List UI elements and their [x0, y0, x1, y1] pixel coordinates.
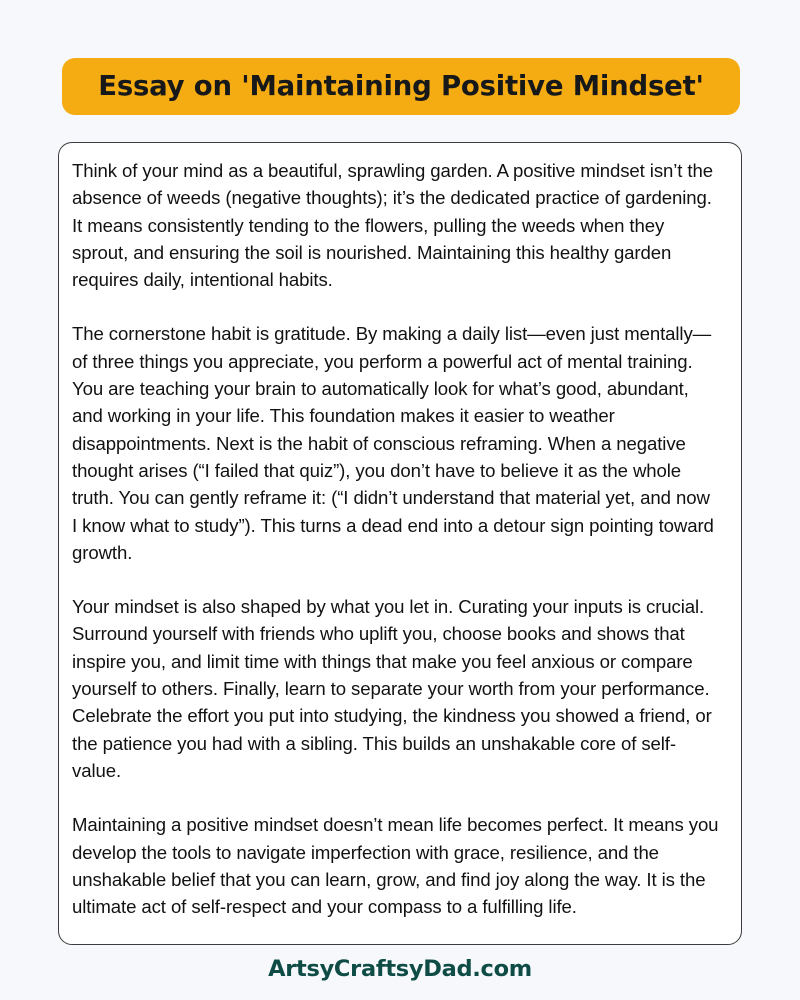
essay-paragraph-4: Maintaining a positive mindset doesn’t mean life becomes perfect. It means you develop the tools to navigate imperfection with grace, resilience, and the unshakable belief that you can learn, grow, and find joy along the way. It is the ultimate act of self-respect and your compass to a fulfilling life.: [72, 814, 719, 918]
page-title: Essay on 'Maintaining Positive Mindset': [98, 69, 704, 102]
essay-body: [72, 157, 719, 920]
essay-title-banner: [62, 58, 740, 115]
footer: [0, 958, 800, 981]
essay-paragraph-2: The cornerstone habit is gratitude. By making a daily list—even just mentally—of three things you appreciate, you perform a powerful act of mental training. You are teaching your brain to automatically look for what’s good, abundant, and working in your life. This foundation makes it easier to weather disappointments. Next is the habit of conscious reframing. When a negative thought arises (“I failed that quiz”), you don’t have to believe it as the whole truth. You can gently reframe it: (“I didn’t understand that material yet, and now I know what to study”). This turns a dead end into a detour sign pointing toward growth.: [72, 323, 714, 563]
essay-paragraph-3: Your mindset is also shaped by what you let in. Curating your inputs is crucial. Surround yourself with friends who uplift you, choose books and shows that inspire you, and limit time with things that make you feel anxious or compare yourself to others. Finally, learn to separate your worth from your performance. Celebrate the effort you put into studying, the kindness you showed a friend, or the patience you had with a sibling. This builds an unshakable core of self-value.: [72, 596, 712, 781]
site-branding: ArtsyCraftsyDad.com: [268, 956, 532, 982]
essay-content-card: [58, 142, 742, 945]
essay-paragraph-1: Think of your mind as a beautiful, sprawling garden. A positive mindset isn’t the absence of weeds (negative thoughts); it’s the dedicated practice of gardening. It means consistently tending to the flowers, pulling the weeds when they sprout, and ensuring the soil is nourished. Maintaining this healthy garden requires daily, intentional habits.: [72, 160, 713, 291]
